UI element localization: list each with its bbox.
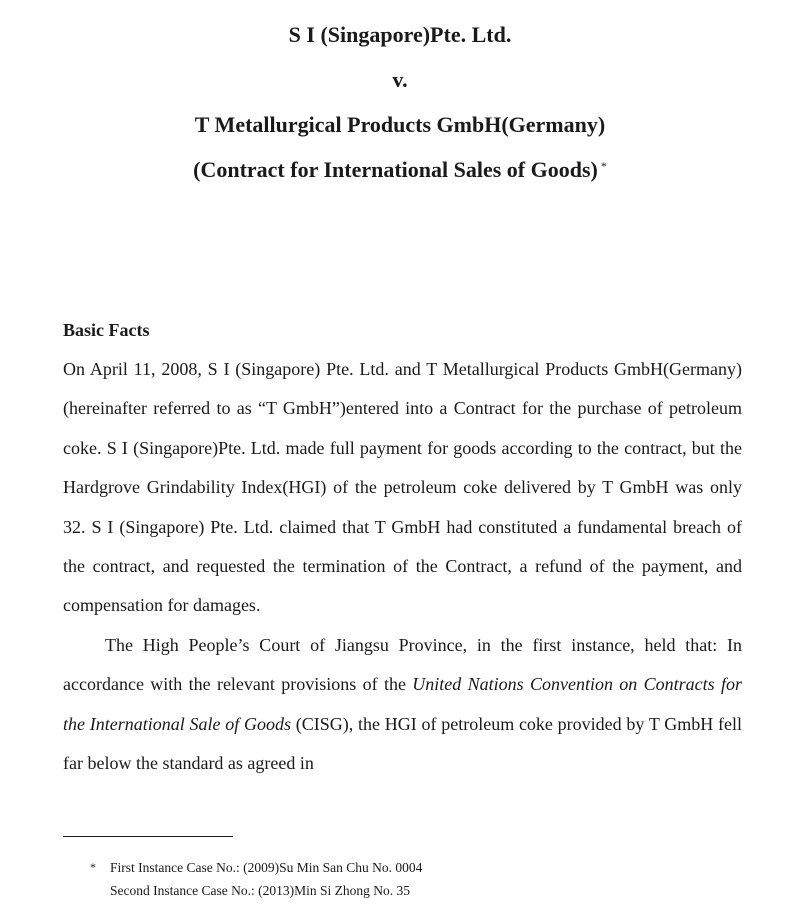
- section-heading: Basic Facts: [63, 320, 150, 340]
- case-title-party-1: S I (Singapore)Pte. Ltd.: [288, 22, 512, 47]
- case-title-party-2: T Metallurgical Products GmbH(Germany): [194, 112, 606, 137]
- footnote-reference[interactable]: *: [600, 159, 607, 173]
- paragraph-2-end: (CISG), the HGI of petroleum coke provided by T GmbH fell far below the standard as agreed in: [63, 713, 742, 774]
- footnote-second-instance: Second Instance Case No.: (2013)Min Si Zhong No. 35: [110, 883, 410, 898]
- case-title-versus: v.: [392, 67, 408, 92]
- footnote-mark: *: [90, 860, 96, 874]
- footnote-divider: [63, 836, 233, 837]
- case-title-subject: [0, 157, 800, 183]
- paragraph-1: On April 11, 2008, S I (Singapore) Pte. Ltd. and T Metallurgical Products GmbH(Germany)(hereinafter referred to as “T GmbH”)entered into a Contract for the purchase of petroleum coke. S I (Singapore)Pte. Ltd. made full payment for goods according to the contract, but the Hardgrove Grindability Index(HGI) of the petroleum coke delivered by T GmbH was only 32. S I (Singapore) Pte. Ltd. claimed that T GmbH had constituted a fundamental breach of the contract, and requested the termination of the Contract, a refund of the payment, and compensation for damages.: [63, 359, 742, 616]
- body-text: [63, 350, 742, 783]
- footnote-first-instance: First Instance Case No.: (2009)Su Min San Chu No. 0004: [110, 860, 423, 875]
- paragraph-2: [63, 626, 742, 784]
- cisg-title: United Nations Convention on Contracts for the International Sale of Goods: [63, 674, 742, 734]
- case-title-subject-text: (Contract for International Sales of Goods): [193, 157, 598, 182]
- paragraph-2-start: The High People’s Court of Jiangsu Province, in the first instance, held that: In accordance with the relevant provisions of the: [63, 634, 742, 695]
